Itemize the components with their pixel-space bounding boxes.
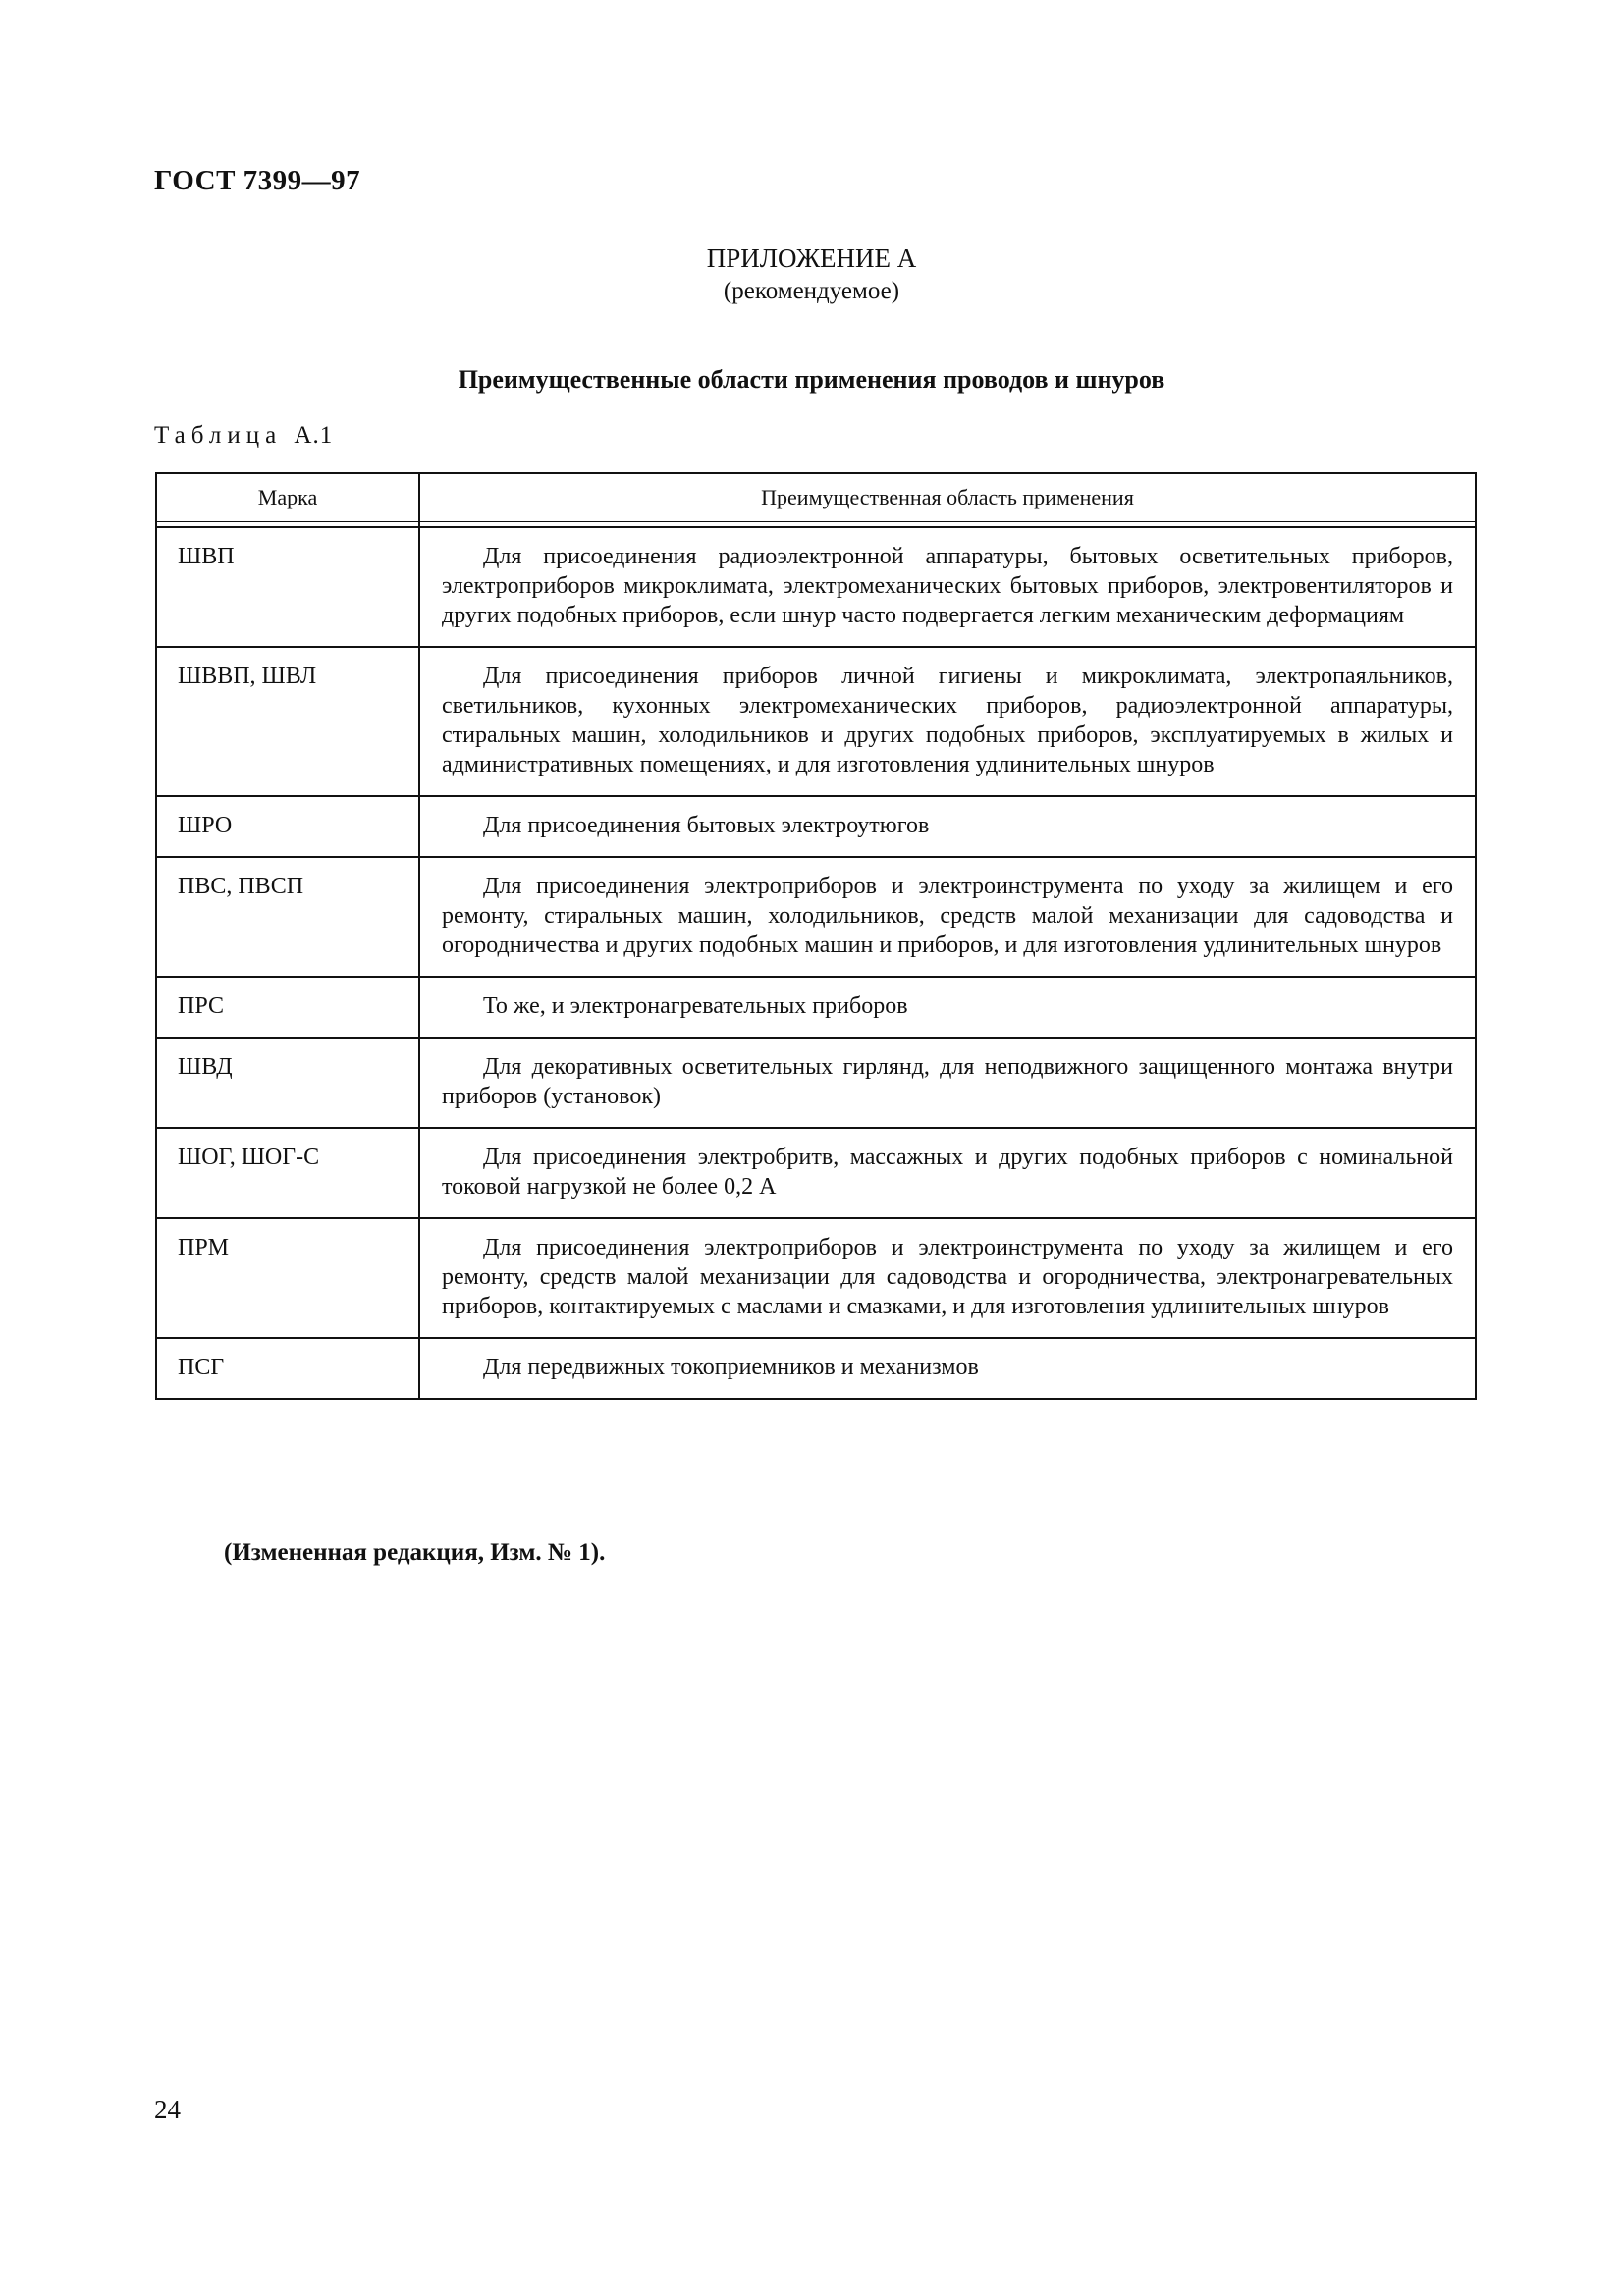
application-description: Для декоративных осветительных гирлянд, для неподвижного защищенного монтажа внутри приборов (установок) xyxy=(419,1038,1476,1128)
table-row xyxy=(156,647,1476,796)
table-row xyxy=(156,1038,1476,1128)
application-description: То же, и электронагревательных приборов xyxy=(419,977,1476,1038)
document-code: ГОСТ 7399—97 xyxy=(154,165,361,196)
table-header-row xyxy=(156,473,1476,522)
cable-mark: ШВД xyxy=(156,1038,419,1128)
application-description: Для присоединения электроприборов и электроинструмента по уходу за жилищем и его ремонту, средств малой механизации для садоводства и огородничества, электронагревательных приборов, контактируемых с маслами и смазками, и для изготовления удлинительных шнуров xyxy=(419,1218,1476,1338)
column-header-mark: Марка xyxy=(156,473,419,522)
cable-mark: ШОГ, ШОГ-С xyxy=(156,1128,419,1218)
table-label-number: А.1 xyxy=(294,422,334,449)
table-row xyxy=(156,977,1476,1038)
table-row xyxy=(156,527,1476,647)
cable-mark: ПРС xyxy=(156,977,419,1038)
table-label xyxy=(154,422,333,450)
application-areas-table xyxy=(155,472,1477,1400)
table-row xyxy=(156,1128,1476,1218)
section-title: Преимущественные области применения проводов и шнуров xyxy=(458,365,1165,394)
cable-mark: ШРО xyxy=(156,796,419,857)
table-row xyxy=(156,857,1476,977)
page-number: 24 xyxy=(154,2095,181,2124)
application-description: Для передвижных токоприемников и механизмов xyxy=(419,1338,1476,1399)
table-label-word: Таблица xyxy=(154,422,283,449)
application-description: Для присоединения радиоэлектронной аппаратуры, бытовых осветительных приборов, электроприборов микроклимата, электромеханических бытовых приборов, электровентиляторов и других подобных приборов, если шнур часто подвергается легким механическим деформациям xyxy=(419,527,1476,647)
table-row xyxy=(156,796,1476,857)
cable-mark: ПСГ xyxy=(156,1338,419,1399)
cable-mark: ПРМ xyxy=(156,1218,419,1338)
application-description: Для присоединения электробритв, массажных и других подобных приборов с номинальной токовой нагрузкой не более 0,2 А xyxy=(419,1128,1476,1218)
application-description: Для присоединения электроприборов и электроинструмента по уходу за жилищем и его ремонту, стиральных машин, холодильников, средств малой механизации для садоводства и огородничества и других подобных машин и приборов, и для изготовления удлинительных шнуров xyxy=(419,857,1476,977)
cable-mark: ПВС, ПВСП xyxy=(156,857,419,977)
appendix-subheading: (рекомендуемое) xyxy=(723,278,900,304)
column-header-application: Преимущественная область применения xyxy=(419,473,1476,522)
application-description: Для присоединения бытовых электроутюгов xyxy=(419,796,1476,857)
appendix-heading: ПРИЛОЖЕНИЕ А xyxy=(706,243,917,273)
cable-mark: ШВП xyxy=(156,527,419,647)
cable-mark: ШВВП, ШВЛ xyxy=(156,647,419,796)
amendment-note: (Измененная редакция, Изм. № 1). xyxy=(224,1539,606,1566)
table-row xyxy=(156,1218,1476,1338)
table-row xyxy=(156,1338,1476,1399)
application-description: Для присоединения приборов личной гигиены и микроклимата, электропаяльников, светильников, кухонных электромеханических приборов, радиоэлектронной аппаратуры, стиральных машин, холодильников и других подобных приборов, эксплуатируемых в жилых и административных помещениях, и для изготовления удлинительных шнуров xyxy=(419,647,1476,796)
